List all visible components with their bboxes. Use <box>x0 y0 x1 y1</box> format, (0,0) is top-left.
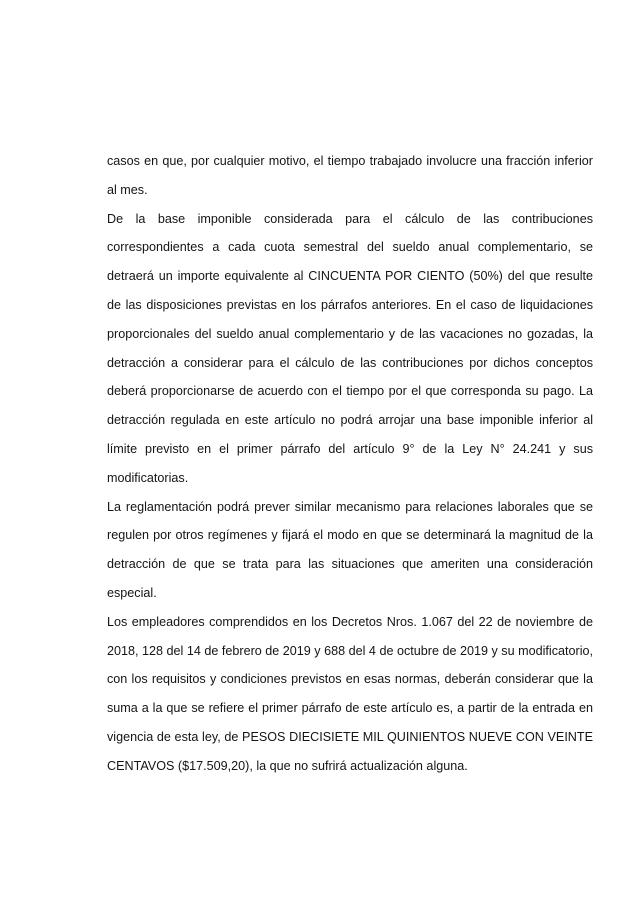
paragraph-base-imponible: De la base imponible considerada para el cálculo de las contribuciones correspondientes a cada cuota semestral del sueldo anual complementario, se detraerá un importe equivalente al CINCUENTA POR CIENTO (50%) del que resulte de las disposiciones previstas en los párrafos anteriores. En el caso de liquidaciones proporcionales del sueldo anual complementario y de las vacaciones no gozadas, la detracción a considerar para el cálculo de las contribuciones por dichos conceptos deberá proporcionarse de acuerdo con el tiempo por el que corresponda su pago. La detracción regulada en este artículo no podrá arrojar una base imponible inferior al límite previsto en el primer párrafo del artículo 9° de la Ley N° 24.241 y sus modificatorias. <box>107 211 593 485</box>
document-body <box>107 147 593 781</box>
paragraph-empleadores: Los empleadores comprendidos en los Decretos Nros. 1.067 del 22 de noviembre de 2018, 128 del 14 de febrero de 2019 y 688 del 4 de octubre de 2019 y su modificatorio, con los requisitos y condiciones previstos en esas normas, deberán considerar que la suma a la que se refiere el primer párrafo de este artículo es, a partir de la entrada en vigencia de esta ley, de PESOS DIECISIETE MIL QUINIENTOS NUEVE CON VEINTE CENTAVOS ($17.509,20), la que no sufrirá actualización alguna. <box>107 614 593 773</box>
paragraph-reglamentacion: La reglamentación podrá prever similar mecanismo para relaciones laborales que se regulen por otros regímenes y fijará el modo en que se determinará la magnitud de la detracción de que se trata para las situaciones que ameriten una consideración especial. <box>107 499 593 600</box>
paragraph-continuation: casos en que, por cualquier motivo, el tiempo trabajado involucre una fracción inferior al mes. <box>107 154 593 197</box>
